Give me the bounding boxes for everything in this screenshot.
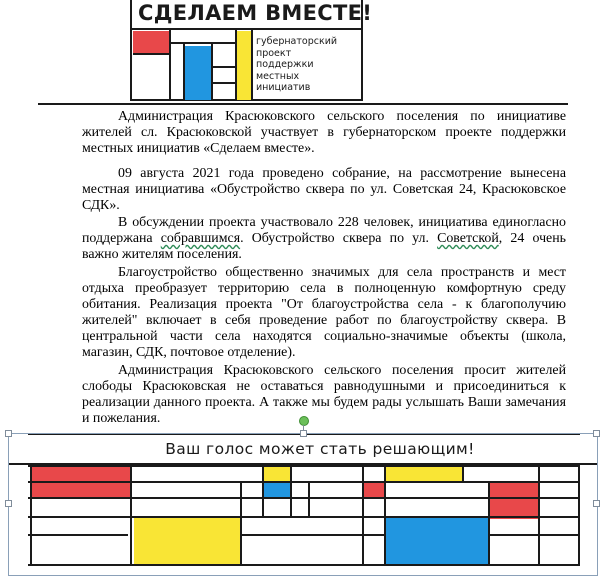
paragraph-2: 09 августа 2021 года проведено собрание, на рассмотрение вынесена местная инициатива «Обустройство сквера по ул. Советская 24, Красюковское СДК». bbox=[82, 166, 566, 213]
mosaic-yellow-block bbox=[134, 518, 240, 564]
resize-handle-top-left[interactable] bbox=[5, 430, 12, 437]
logo-yellow-block bbox=[237, 31, 251, 100]
paragraph-5: Администрация Красюковского сельского поселения просит жителей слободы Красюковская не оставаться равнодушными и присоединиться к реализации данного проекта. А также мы будем рады услышать Ваши замечания и пожелания. bbox=[82, 363, 566, 426]
header-divider bbox=[38, 103, 568, 105]
tagline-line: проект bbox=[256, 47, 292, 59]
paragraph-1: Администрация Красюковского сельского поселения по инициативе жителей сл. Красюковской участвует в губернаторском проекте поддержки местных инициатив «Сделаем вместе». bbox=[82, 109, 566, 156]
mosaic-red-small bbox=[364, 483, 384, 497]
mosaic-yellow-top-right bbox=[386, 467, 462, 481]
mosaic-yellow-small bbox=[264, 467, 290, 481]
banner-slogan: Ваш голос может стать решающим! bbox=[165, 440, 475, 458]
resize-handle-top-center[interactable] bbox=[300, 430, 307, 437]
paragraph-3: В обсуждении проекта участвовало 228 человек, инициатива единогласно поддержана собравшимся. Обустройство сквера по ул. Советской, 24 очень важно жителям поселения. bbox=[82, 215, 566, 262]
logo-red-block bbox=[133, 31, 169, 53]
paragraph-4: Благоустройство общественно значимых для села пространств и мест отдыха преобразует территорию села в полноценную комфортную среду обитания. Реализация проекта "От благоустройства села - к благополучию жителей" включает в себя проведение работ по благоустройству сквера. В центральной части села находятся социально-значимые объекты (школа, магазин, СДК, почтовое отделение). bbox=[82, 265, 566, 360]
rotate-handle[interactable] bbox=[299, 416, 309, 426]
rotate-handle-stem bbox=[303, 425, 304, 431]
resize-handle-middle-right[interactable] bbox=[593, 500, 600, 507]
resize-handle-middle-left[interactable] bbox=[5, 500, 12, 507]
tagline-line: местных bbox=[256, 70, 300, 82]
mosaic-red-block-right bbox=[488, 483, 538, 519]
tagline-line: губернаторский bbox=[256, 36, 338, 47]
tagline-line: поддержки bbox=[256, 59, 314, 70]
mosaic-blue-block bbox=[386, 518, 488, 564]
spellcheck-word: Советской bbox=[437, 231, 499, 246]
logo-title: СДЕЛАЕМ ВМЕСТЕ! bbox=[138, 1, 373, 25]
resize-handle-top-right[interactable] bbox=[593, 430, 600, 437]
mosaic-blue-small bbox=[264, 483, 290, 497]
logo-blue-block bbox=[185, 46, 211, 100]
tagline-line: инициатив bbox=[256, 82, 311, 93]
spellcheck-word: собравшимся bbox=[160, 231, 241, 246]
logo-tagline bbox=[256, 36, 356, 94]
project-logo bbox=[130, 0, 373, 103]
